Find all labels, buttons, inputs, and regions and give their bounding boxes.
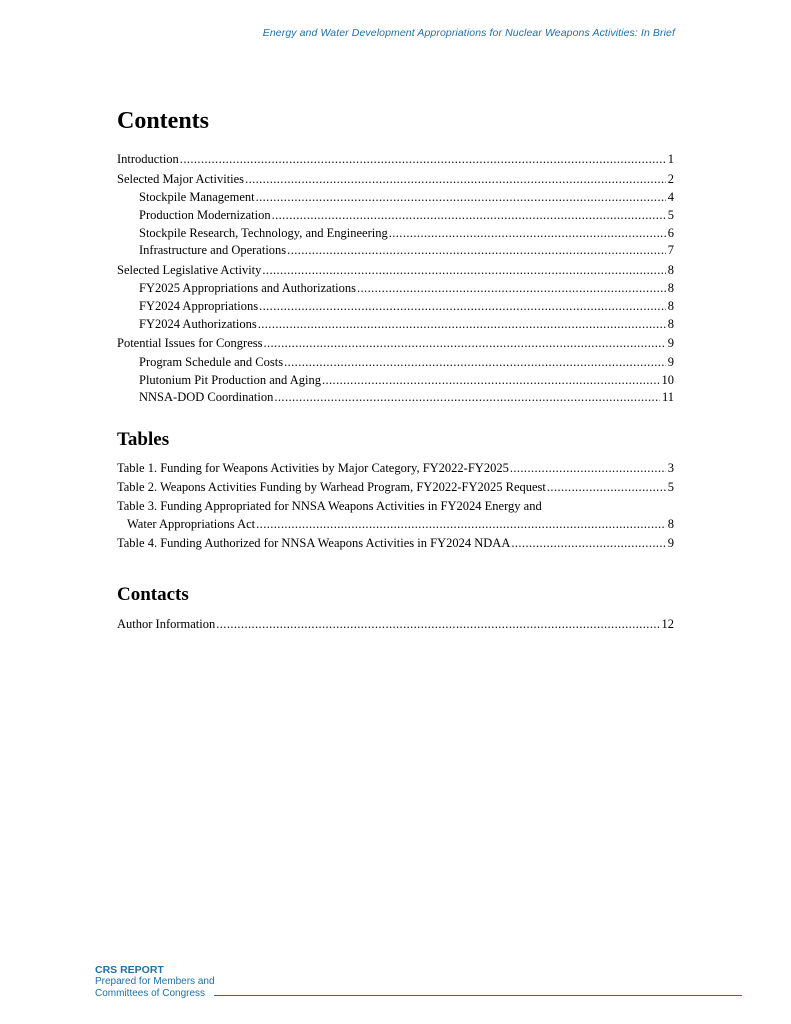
toc-entry-label: Table 1. Funding for Weapons Activities by Major Category, FY2022-FY2025 <box>117 461 509 475</box>
dot-leader <box>180 150 666 170</box>
toc-entry-page: 6 <box>667 225 674 240</box>
toc-entry-label: NNSA-DOD Coordination <box>139 390 274 405</box>
toc-entry-label: Table 4. Funding Authorized for NNSA Weapons Activities in FY2024 NDAA <box>117 536 511 550</box>
dot-leader <box>245 170 666 190</box>
toc-entry-page: 3 <box>667 461 674 475</box>
toc-entry-plutonium-pit[interactable] <box>117 372 674 390</box>
dot-leader <box>511 534 665 553</box>
dot-leader <box>547 478 666 497</box>
dot-leader <box>510 459 666 478</box>
toc-entry-label-line1 <box>117 497 674 515</box>
dot-leader <box>263 334 665 354</box>
toc-entry-label: Plutonium Pit Production and Aging <box>139 372 321 387</box>
toc-entry-page: 11 <box>661 390 674 405</box>
toc-entry-label: FY2025 Appropriations and Authorizations <box>139 281 356 296</box>
dot-leader <box>357 280 666 298</box>
toc-entry-fy2024-authorizations[interactable] <box>117 316 674 334</box>
toc-entry-author-information[interactable] <box>117 615 674 634</box>
toc-entry-page: 8 <box>667 517 674 531</box>
toc-entry-page: 5 <box>667 207 674 222</box>
toc-entry-table-2[interactable] <box>117 478 674 497</box>
toc-entry-nnsa-dod-coordination[interactable] <box>117 389 674 407</box>
toc-entry-fy2024-appropriations[interactable] <box>117 298 674 316</box>
toc-entry-page: 10 <box>661 372 674 387</box>
dot-leader <box>258 316 666 334</box>
crs-footer <box>95 964 215 1001</box>
dot-leader <box>284 354 666 372</box>
dot-leader <box>216 615 659 634</box>
toc-entry-page: 9 <box>667 536 674 550</box>
toc-entry-label: Potential Issues for Congress <box>117 336 263 351</box>
contents-title: Contents <box>117 108 210 134</box>
toc-entry-introduction[interactable] <box>117 150 674 170</box>
toc-entry-page: 8 <box>667 262 674 277</box>
toc-entry-label: Stockpile Management <box>139 190 255 205</box>
footer-divider <box>214 995 742 996</box>
tables-title: Tables <box>117 429 170 450</box>
toc-entry-fy2025-approps-auth[interactable] <box>117 280 674 298</box>
running-header: Energy and Water Development Appropriations for Nuclear Weapons Activities: In Brief <box>262 27 675 39</box>
toc-entry-label: Infrastructure and Operations <box>139 243 287 258</box>
toc-entry-label: Water Appropriations Act <box>127 517 256 531</box>
dot-leader <box>272 207 666 225</box>
toc-entry-page: 8 <box>667 299 674 314</box>
contacts-title: Contacts <box>117 584 189 605</box>
prepared-for-line2: Committees of Congress <box>95 988 206 1000</box>
dot-leader <box>389 225 666 243</box>
toc-entry-label: Selected Major Activities <box>117 171 245 186</box>
toc-entry-table-4[interactable] <box>117 534 674 553</box>
dot-leader <box>322 372 660 390</box>
toc-entry-label: Selected Legislative Activity <box>117 262 262 277</box>
toc-entry-page: 12 <box>661 617 674 631</box>
toc-entry-label: Table 3. Funding Appropriated for NNSA Weapons Activities in FY2024 Energy and <box>117 499 542 513</box>
toc-entry-stockpile-management[interactable] <box>117 189 674 207</box>
dot-leader <box>259 298 666 316</box>
crs-report-label: CRS REPORT <box>95 964 164 976</box>
toc-entry-label: FY2024 Authorizations <box>139 316 257 331</box>
toc-entry-selected-legislative-activity[interactable] <box>117 261 674 281</box>
toc-entry-page: 8 <box>667 316 674 331</box>
toc-entry-infrastructure-operations[interactable] <box>117 242 674 260</box>
dot-leader <box>287 242 666 260</box>
toc-entry-selected-major-activities[interactable] <box>117 170 674 190</box>
toc-entry-table-1[interactable] <box>117 459 674 478</box>
toc-entry-page: 5 <box>667 480 674 494</box>
toc-entry-page: 4 <box>667 190 674 205</box>
toc-entry-stockpile-research[interactable] <box>117 225 674 243</box>
toc-entry-page: 2 <box>667 171 674 186</box>
contents-list <box>117 150 674 407</box>
dot-leader <box>274 389 660 407</box>
toc-entry-page: 8 <box>667 281 674 296</box>
toc-entry-program-schedule-costs[interactable] <box>117 354 674 372</box>
toc-entry-page: 9 <box>667 336 674 351</box>
dot-leader <box>256 189 666 207</box>
toc-entry-label-line2 <box>117 515 674 534</box>
contacts-list <box>117 615 674 634</box>
prepared-for-line1: Prepared for Members and <box>95 976 215 987</box>
toc-entry-label: Program Schedule and Costs <box>139 354 284 369</box>
toc-entry-label: Author Information <box>117 617 216 631</box>
toc-entry-label: Stockpile Research, Technology, and Engineering <box>139 225 388 240</box>
toc-entry-label: Production Modernization <box>139 207 271 222</box>
toc-entry-table-3[interactable] <box>117 497 674 534</box>
toc-entry-production-modernization[interactable] <box>117 207 674 225</box>
toc-entry-label: Table 2. Weapons Activities Funding by Warhead Program, FY2022-FY2025 Request <box>117 480 546 494</box>
toc-entry-label: Introduction <box>117 152 179 166</box>
toc-entry-page: 1 <box>667 152 674 166</box>
toc-entry-label: FY2024 Appropriations <box>139 299 259 314</box>
toc-entry-potential-issues[interactable] <box>117 334 674 354</box>
toc-entry-page: 9 <box>667 354 674 369</box>
toc-entry-page: 7 <box>667 243 674 258</box>
dot-leader <box>256 515 666 534</box>
tables-list <box>117 459 674 553</box>
dot-leader <box>262 261 665 281</box>
